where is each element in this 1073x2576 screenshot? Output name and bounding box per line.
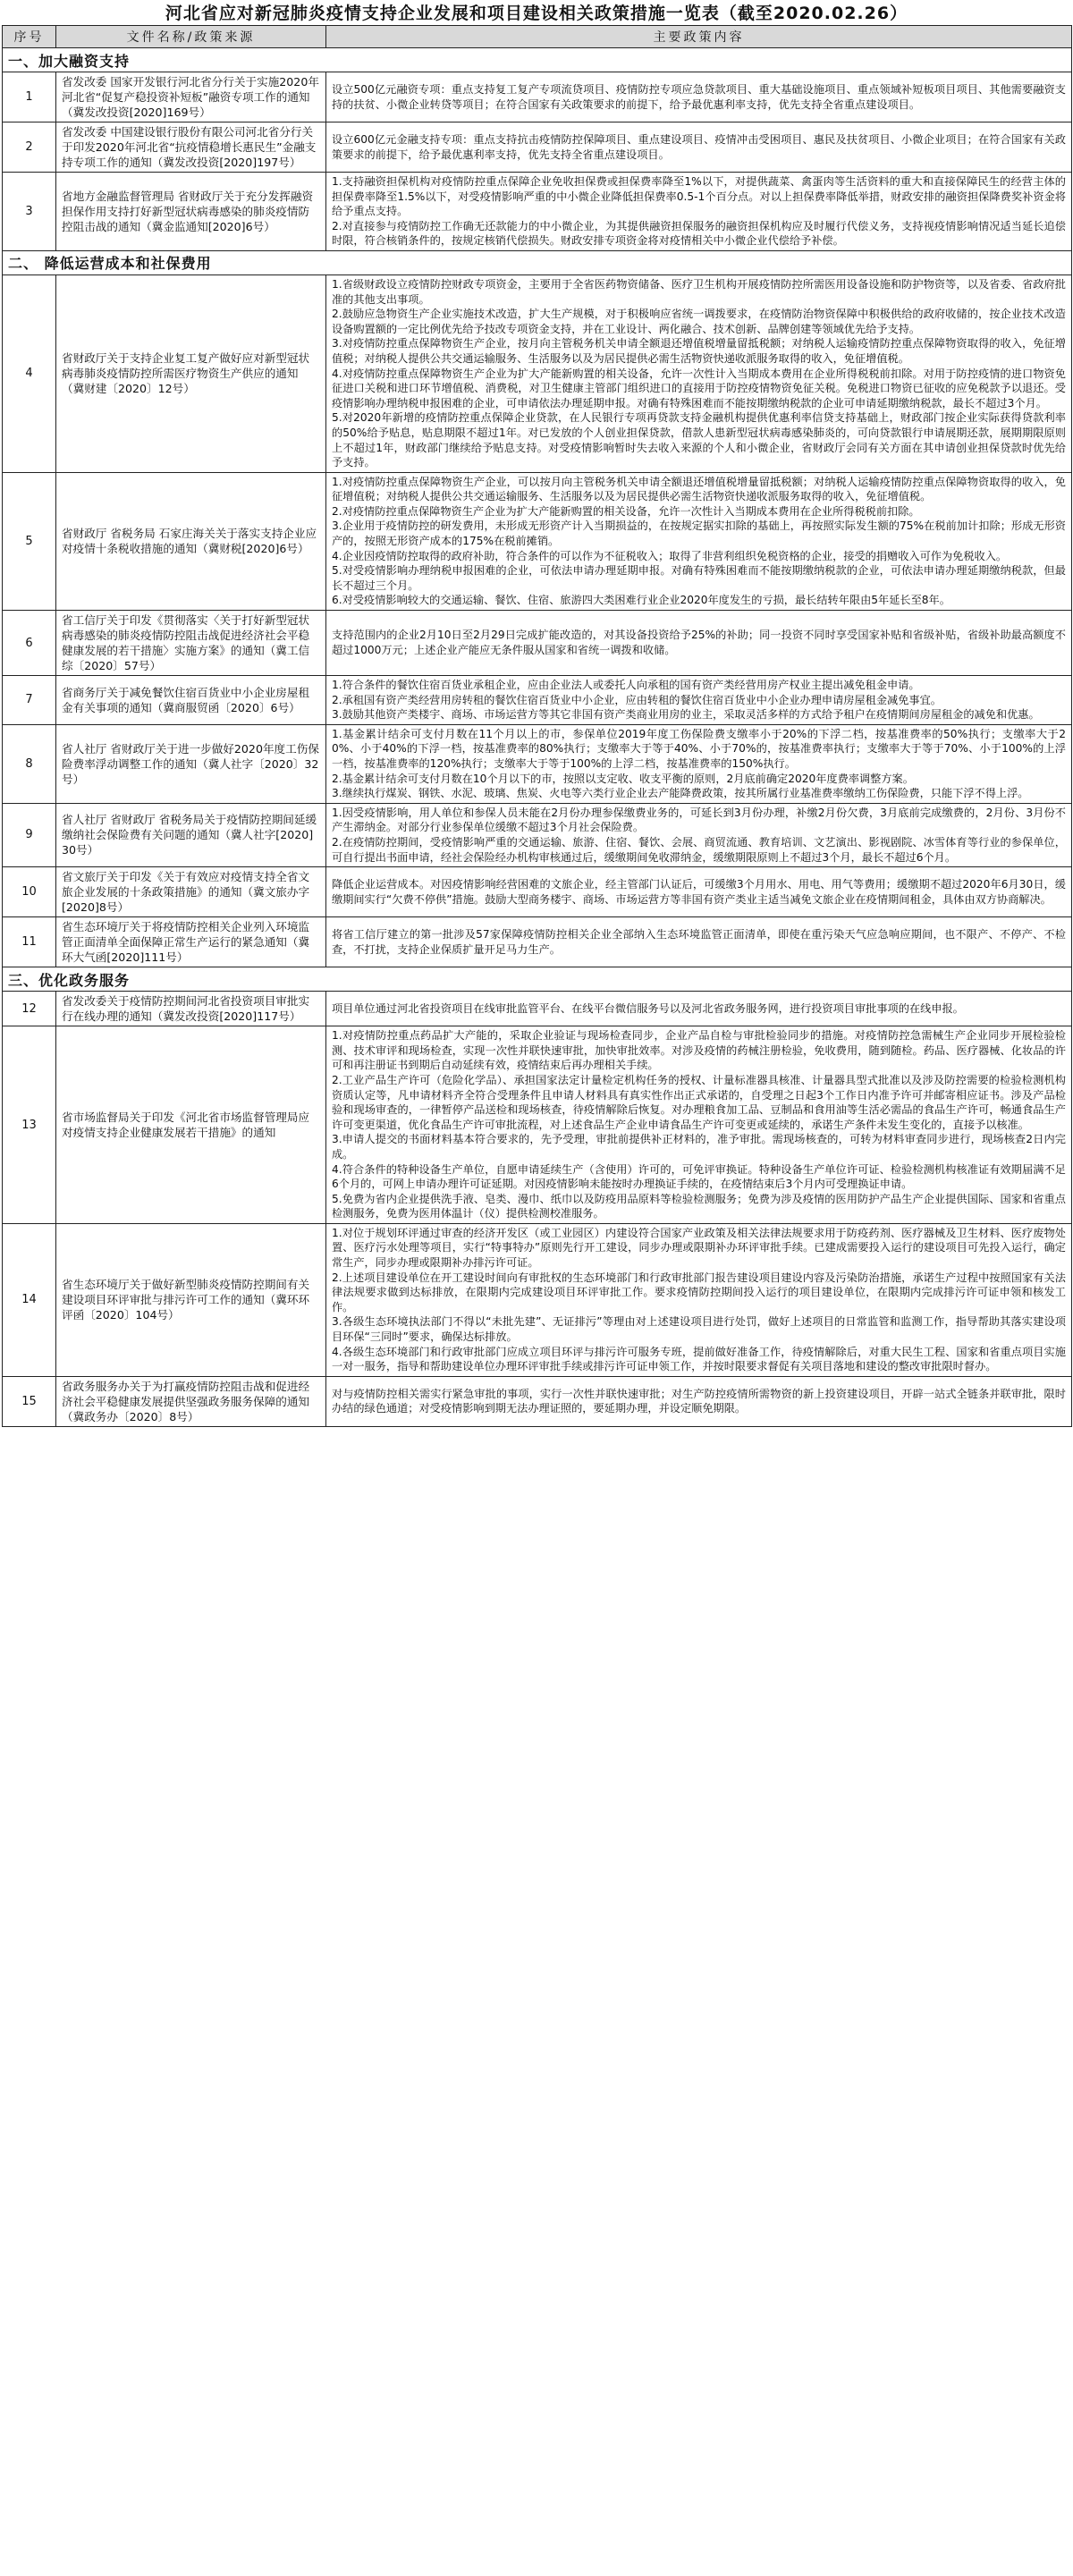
policy-table <box>2 25 1072 1427</box>
section-row <box>3 967 1072 992</box>
policy-source: 省人社厅 省财政厅 省税务局关于疫情防控期间延缓缴纳社会保险费有关问题的通知（冀人社字[2020]30号） <box>56 803 326 866</box>
table-row <box>3 1026 1072 1224</box>
policy-paragraph: 4.各级生态环境部门和行政审批部门应成立项目环评与排污许可服务专班，提前做好准备工作，待疫情解除后，对重大民生工程、国家和省重点项目实施一对一服务，指导和帮助建设单位办理环评审批手续或排污许可证申领工作，并按时限要求督促有关项目落地和建设的整改审批限时督办。 <box>332 1345 1066 1373</box>
row-number: 5 <box>3 472 56 610</box>
row-number: 6 <box>3 611 56 676</box>
policy-paragraph: 3.鼓励其他资产类楼宇、商场、市场运营方等其它非国有资产类商业用房的业主，采取灵活多样的方式给予租户在疫情期间房屋租金的减免和优惠。 <box>332 708 1040 722</box>
table-row <box>3 72 1072 122</box>
row-number: 2 <box>3 122 56 173</box>
row-number: 15 <box>3 1376 56 1426</box>
policy-paragraph: 6.对受疫情影响较大的交通运输、餐饮、住宿、旅游四大类困难行业企业2020年度发生的亏损，最长结转年限由5年延长至8年。 <box>332 594 950 607</box>
policy-paragraph: 项目单位通过河北省投资项目在线审批监管平台、在线平台微信服务号以及河北省政务服务网，进行投资项目审批事项的在线申报。 <box>332 1001 964 1015</box>
policy-content <box>326 1376 1072 1426</box>
policy-paragraph: 3.各级生态环境执法部门不得以“未批先建”、无证排污”等理由对上述建设项目进行处罚，做好上述项目的日常监管和监测工作，指导帮助其落实建设项目环保“三同时”要求，确保达标排放。 <box>332 1315 1066 1344</box>
table-row <box>3 676 1072 725</box>
table-row <box>3 867 1072 917</box>
policy-source: 省人社厅 省财政厅关于进一步做好2020年度工伤保险费率浮动调整工作的通知（冀人社字〔2020〕32号） <box>56 724 326 803</box>
policy-document <box>2 2 1071 1427</box>
policy-source: 省市场监督局关于印发《河北省市场监督管理局应对疫情支持企业健康发展若干措施》的通知 <box>56 1026 326 1224</box>
policy-source: 省商务厅关于减免餐饮住宿百货业中小企业房屋租金有关事项的通知（冀商服贸函〔2020〕6号） <box>56 676 326 725</box>
document-title: 河北省应对新冠肺炎疫情支持企业发展和项目建设相关政策措施一览表（截至2020.02.26） <box>165 4 908 23</box>
policy-content <box>326 803 1072 866</box>
section-heading: 三、优化政务服务 <box>3 967 1072 992</box>
table-row <box>3 1376 1072 1426</box>
policy-paragraph: 5.免费为省内企业提供洗手液、皂类、漫巾、纸巾以及防疫用品原料等检验检测服务；免费为涉及疫情的医用防护产品生产企业提供国际、国家和省重点检测服务，免费为医用体温计（仪）提供检测校准服务。 <box>332 1192 1066 1220</box>
policy-source: 省工信厅关于印发《贯彻落实〈关于打好新型冠状病毒感染的肺炎疫情防控阻击战促进经济社会平稳健康发展的若干措施〉实施方案》的通知（冀工信综〔2020〕57号） <box>56 611 326 676</box>
policy-content <box>326 72 1072 122</box>
policy-paragraph: 5.对受疫情影响办理纳税申报困难的企业，可依法申请办理延期申报。对确有特殊困难而不能按期缴纳税款的企业，可依法申请办理延期缴纳税款，但最长不超过三个月。 <box>332 564 1066 592</box>
policy-paragraph: 3.继续执行煤炭、钢铁、水泥、玻璃、焦炭、火电等六类行业企业去产能降费政策，按其所属行业基准费率缴纳工伤保险费，只能下浮不得上浮。 <box>332 787 1029 800</box>
row-number: 12 <box>3 992 56 1026</box>
policy-paragraph: 2.基金累计结余可支付月数在10个月以下的市，按照以支定收、收支平衡的原则，2月底前确定2020年度费率调整方案。 <box>332 772 914 785</box>
row-number: 10 <box>3 867 56 917</box>
policy-paragraph: 4.符合条件的特种设备生产单位，自愿申请延续生产（含使用）许可的，可免评审换证。特种设备生产单位许可证、检验检测机构核准证有效期届满不足6个月的，可网上申请办理许可证延期。对因疫情影响未能按时办理换证手续的，在疫情结束后3个月内可受理换证申请。 <box>332 1162 1066 1191</box>
policy-source: 省财政厅关于支持企业复工复产做好应对新型冠状病毒肺炎疫情防控所需医疗物资生产供应的通知（冀财建〔2020〕12号） <box>56 274 326 472</box>
policy-paragraph: 3.申请人提交的书面材料基本符合要求的，先予受理，审批前提供补正材料的，准予审批。需现场核查的，可转为材料审查同步进行，现场核查2日内完成。 <box>332 1133 1066 1161</box>
section-row <box>3 48 1072 72</box>
policy-content <box>326 1026 1072 1224</box>
policy-content <box>326 867 1072 917</box>
table-header-row <box>3 26 1072 48</box>
policy-content <box>326 274 1072 472</box>
policy-paragraph: 2.承租国有资产类经营用房转租的餐饮住宿百货业中小企业，应由转租的餐饮住宿百货业中小企业办理申请房屋租金减免事宜。 <box>332 693 942 706</box>
policy-paragraph: 将省工信厅建立的第一批涉及57家保障疫情防控相关企业全部纳入生态环境监管正面清单，即使在重污染天气应急响应期间，也不限产、不停产、不检查，不打扰，支持企业保质扩量开足马力生产。 <box>332 928 1066 956</box>
table-row <box>3 472 1072 610</box>
policy-source: 省政务服务办关于为打赢疫情防控阻击战和促进经济社会平稳健康发展提供坚强政务服务保障的通知（冀政务办〔2020〕8号） <box>56 1376 326 1426</box>
header-content: 主要政策内容 <box>326 26 1072 48</box>
row-number: 4 <box>3 274 56 472</box>
policy-paragraph: 1.对疫情防控重点保障物资生产企业，可以按月向主管税务机关申请全额退还增值税增量留抵税额；对纳税人运输疫情防控重点保障物资取得的收入，免征增值税；对纳税人提供公共交通运输服务、生活服务以及为居民提供必需生活物资快递收派服务取得的收入，免征增值税。 <box>332 475 1066 503</box>
policy-content <box>326 676 1072 725</box>
policy-source: 省生态环境厅关于将疫情防控相关企业列入环境监管正面清单全面保障正常生产运行的紧急通知（冀环大气函[2020]111号） <box>56 917 326 967</box>
section-heading: 二、 降低运营成本和社保费用 <box>3 250 1072 274</box>
table-row <box>3 992 1072 1026</box>
policy-paragraph: 2.鼓励应急物资生产企业实施技术改造，扩大生产规模，对于积极响应省统一调拨要求，在疫情防治物资保障中积极供给的政府收储的，按企业技术改造设备购置额的一定比例优先给予技改专项资金支持，并在工业设计、两化融合、技术创新、品牌创建等领域优先给予支持。 <box>332 308 1066 335</box>
policy-paragraph: 2.上述项目建设单位在开工建设时间向有审批权的生态环境部门和行政审批部门报告建设项目建设内容及污染防治措施，承诺生产过程中按照国家有关法律法规要求做到达标排放，在限期内完成建设项目环评审批工作。要求疫情防控期间投入运行的项目建设单位，在限期内完成排污许可证申领和核发工作。 <box>332 1271 1066 1313</box>
row-number: 1 <box>3 72 56 122</box>
policy-paragraph: 5.对2020年新增的疫情防控重点保障企业贷款，在人民银行专项再贷款支持金融机构提供优惠利率信贷支持基础上，财政部门按企业实际获得贷款利率的50%给予贴息，贴息期限不超过1年。对已发放的个人创业担保贷款，借款人患新型冠状病毒感染肺炎的，可向贷款银行申请展期还款，展期期限原则上不超过1年，财政部门继续给予贴息支持。对受疫情影响暂时失去收入来源的个人和小微企业，省财政厅会同有关方面在其申请创业担保贷款时优先给予支持。 <box>332 411 1066 469</box>
policy-paragraph: 2.对疫情防控重点保障物资生产企业为扩大产能新购置的相关设备，允许一次性计入当期成本费用在企业所得税税前扣除。 <box>332 504 920 518</box>
policy-paragraph: 1.基金累计结余可支付月数在11个月以上的市，参保单位2019年度工伤保险费支缴率小于20%的下浮二档，按基准费率的50%执行；支缴率大于20%、小于40%的下浮一档，按基准费率的80%执行；支缴率大于等于40%、小于70%的，按基准费率执行；支缴率大于等于70%、小于100%的上浮一档，按基准费率的120%执行；支缴率大于等于100%的上浮二档，按基准费率的150%执行。 <box>332 727 1066 770</box>
table-row <box>3 173 1072 251</box>
policy-content <box>326 917 1072 967</box>
policy-source: 省发改委 国家开发银行河北省分行关于实施2020年河北省“促复产稳投资补短板”融资专项工作的通知（冀发改投资[2020]169号） <box>56 72 326 122</box>
section-heading: 一、加大融资支持 <box>3 48 1072 72</box>
header-no: 序号 <box>3 26 56 48</box>
row-number: 8 <box>3 724 56 803</box>
policy-source: 省地方金融监督管理局 省财政厅关于充分发挥融资担保作用支持打好新型冠状病毒感染的肺炎疫情防控阻击战的通知（冀金监通知[2020]6号） <box>56 173 326 251</box>
policy-paragraph: 1.因受疫情影响，用人单位和参保人员未能在2月份办理参保缴费业务的，可延长到3月份办理，补缴2月份欠费，3月底前完成缴费的，2月份、3月份不产生滞纳金。对部分行业参保单位缓缴不超过3个月社会保险费。 <box>332 806 1066 834</box>
policy-paragraph: 支持范围内的企业2月10日至2月29日完成扩能改造的，对其设备投资给予25%的补助；同一投资不同时享受国家补贴和省级补贴，省级补助最高额度不超过1000万元；上述企业产能应无条件服从国家和省统一调拨和收储。 <box>332 629 1066 657</box>
policy-paragraph: 1.对疫情防控重点药品扩大产能的，采取企业验证与现场检查同步，企业产品自检与审批检验同步的措施。对疫情防控急需械生产企业同步开展检验检测、技术审评和现场检查，实现一次性并联快速审批，加快审批效率。对涉及疫情的药械注册检验，免收费用，随到随检。药品、医疗器械、化妆品的许可和再注册证书到期后自动延续有效，疫情结束后再办理相关手续。 <box>332 1029 1066 1072</box>
policy-paragraph: 3.企业用于疫情防控的研发费用，未形成无形资产计入当期损益的，在按规定据实扣除的基础上，再按照实际发生额的75%在税前加计扣除；形成无形资产的，按照无形资产成本的175%在税前摊销。 <box>332 519 1066 548</box>
policy-paragraph: 4.对疫情防控重点保障物资生产企业为扩大产能新购置的相关设备，允许一次性计入当期成本费用在企业所得税税前扣除。对用于防控疫情的进口物资免征进口关税和进口环节增值税、消费税，对卫生健康主管部门组织进口的直接用于防控疫情物资免征关税。免税进口物资已征收的应免税款予以退还。受疫情影响办理纳税申报困难的企业，可申请依法办理延期申报。对确有特殊困难而不能按期缴纳税款的企业可申请延期缴纳税款，最长不超过3个月。 <box>332 367 1066 410</box>
policy-table-body <box>3 48 1072 1427</box>
row-number: 7 <box>3 676 56 725</box>
table-row <box>3 611 1072 676</box>
row-number: 14 <box>3 1223 56 1376</box>
policy-paragraph: 降低企业运营成本。对因疫情影响经营困难的文旅企业，经主管部门认证后，可缓缴3个月用水、用电、用气等费用；缓缴期不超过2020年6月30日，缓缴期间实行“欠费不停供”措施。鼓励大型商务楼宇、商场、市场运营方等非国有资产类业主适当减免文旅企业在疫情期间租金，具体由双方协商解决。 <box>332 878 1066 906</box>
policy-source: 省财政厅 省税务局 石家庄海关关于落实支持企业应对疫情十条税收措施的通知（冀财税[2020]6号） <box>56 472 326 610</box>
policy-content <box>326 992 1072 1026</box>
policy-paragraph: 1.对位于规划环评通过审查的经济开发区（或工业园区）内建设符合国家产业政策及相关法律法规要求用于防疫药剂、医疗器械及卫生材料、医疗废物处置、医疗污水处理等项目，实行“特事特办”原则先行开工建设，同步办理或限期补办环评审批手续。已建成需要投入运行的建设项目可先投入运行，确定常生产，同步办理或限期补办排污许可证。 <box>332 1226 1066 1270</box>
policy-source: 省发改委关于疫情防控期间河北省投资项目审批实行在线办理的通知（冀发改投资[2020]117号） <box>56 992 326 1026</box>
policy-content <box>326 611 1072 676</box>
policy-content <box>326 724 1072 803</box>
policy-paragraph: 设立500亿元融资专项：重点支持复工复产专项流贷项目、疫情防控专项应急贷款项目、重大基础设施项目、重点领域补短板项目项目、其他需要融资支持的扶贫、小微企业转贷等项目；在符合国家有关政策要求的前提下，给予最优惠利率支持，优先支持全省重点建设项目。 <box>332 82 1066 111</box>
policy-paragraph: 2.工业产品生产许可（危险化学品）、承担国家法定计量检定机构任务的授权、计量标准器具核准、计量器具型式批准以及涉及防控需要的检验检测机构资质认定等，凡申请材料齐全符合受理条件且申请人材料具有真实性作出正式承诺的，自受理之日起3个工作日内准予许可并邮寄相应证书。涉及产品检验和现场审查的，一律暂停产品送检和现场核查，待疫情解除后恢复。对办理粮食加工品、豆制品和食用油等生活必需品的食品生产许可，畅通食品生产许可变更渠道，优化食品生产许可审批流程，对上述食品生产企业申请食品生产许可变更或延续的，承诺生产条件未发生变化的，直接予以核准。 <box>332 1073 1066 1131</box>
policy-paragraph: 1.符合条件的餐饮住宿百货业承租企业，应由企业法人或委托人向承租的国有资产类经营用房产权业主提出减免租金申请。 <box>332 679 920 692</box>
row-number: 13 <box>3 1026 56 1224</box>
table-row <box>3 274 1072 472</box>
row-number: 3 <box>3 173 56 251</box>
policy-paragraph: 1.支持融资担保机构对疫情防控重点保障企业免收担保费或担保费率降至1%以下，对提供蔬菜、禽蛋肉等生活资料的重大和直接保障民生的经营主体的担保费率降至1.5%以下，对受疫情影响严重的中小微企业降低担保费率0.5-1个百分点。对以上担保费率降低举措，财政安排的融资担保降费奖补资金将给予重点支持。 <box>332 175 1066 218</box>
policy-source: 省文旅厅关于印发《关于有效应对疫情支持全省文旅企业发展的十条政策措施》的通知（冀文旅办字[2020]8号） <box>56 867 326 917</box>
policy-content <box>326 173 1072 251</box>
policy-paragraph: 4.企业因疫情防控取得的政府补助，符合条件的可以作为不征税收入；取得了非营利组织免税资格的企业，接受的捐赠收入可作为免税收入。 <box>332 549 1008 562</box>
table-row <box>3 1223 1072 1376</box>
policy-paragraph: 1.省级财政设立疫情防控财政专项资金，主要用于全省医药物资储备、医疗卫生机构开展疫情防控所需医用设备设施和防护物资等，以及省委、省政府批准的其他支出事项。 <box>332 277 1066 306</box>
policy-paragraph: 2.对直接参与疫情防控工作确无还款能力的中小微企业，为其提供融资担保服务的融资担保机构应及时履行代偿义务，支持视疫情影响情况适当延长追偿时限，符合核销条件的，按规定核销代偿损失。财政安排专项资金将对疫情相关中小微企业代偿给予补偿。 <box>332 219 1066 248</box>
table-row <box>3 122 1072 173</box>
table-row <box>3 803 1072 866</box>
table-row <box>3 724 1072 803</box>
section-row <box>3 250 1072 274</box>
policy-content <box>326 472 1072 610</box>
table-row <box>3 917 1072 967</box>
policy-source: 省生态环境厅关于做好新型肺炎疫情防控期间有关建设项目环评审批与排污许可工作的通知（冀环环评函〔2020〕104号） <box>56 1223 326 1376</box>
policy-content <box>326 1223 1072 1376</box>
policy-paragraph: 设立600亿元金融支持专项：重点支持抗击疫情防控保障项目、重点建设项目、疫情冲击受困项目、惠民及扶贫项目、小微企业项目；在符合国家有关政策要求的前提下，给予最优惠利率支持，优先支持全省重点建设项目。 <box>332 132 1066 161</box>
header-source: 文件名称/政策来源 <box>56 26 326 48</box>
policy-paragraph: 3.对疫情防控重点保障物资生产企业，按月向主管税务机关申请全额退还增值税增量留抵税额；对纳税人运输疫情防控重点保障物资取得的收入，免征增值税；对纳税人提供公共交通运输服务、生活服务以及为居民提供必需生活物资快递收派服务取得的收入，免征增值税。 <box>332 337 1066 365</box>
policy-content <box>326 122 1072 173</box>
policy-source: 省发改委 中国建设银行股份有限公司河北省分行关于印发2020年河北省“抗疫情稳增长惠民生”金融支持专项工作的通知（冀发改投资[2020]197号） <box>56 122 326 173</box>
row-number: 9 <box>3 803 56 866</box>
row-number: 11 <box>3 917 56 967</box>
policy-paragraph: 对与疫情防控相关需实行紧急审批的事项，实行一次性并联快速审批；对生产防控疫情所需物资的新上投资建设项目，开辟一站式全链条并联审批，限时办结的绿色通道；对受疫情影响到期无法办理证照的，要延期办理，并设定顺免期限。 <box>332 1387 1066 1415</box>
policy-paragraph: 2.在疫情防控期间，受疫情影响严重的交通运输、旅游、住宿、餐饮、会展、商贸流通、教育培训、文艺演出、影视剧院、冰雪体育等行业的参保单位，可自行提出书面申请，经社会保险经办机构审核通过后，缓缴期间免收滞纳金，缓缴期限原则上不超过3个月，最长不超过6个月。 <box>332 835 1066 864</box>
